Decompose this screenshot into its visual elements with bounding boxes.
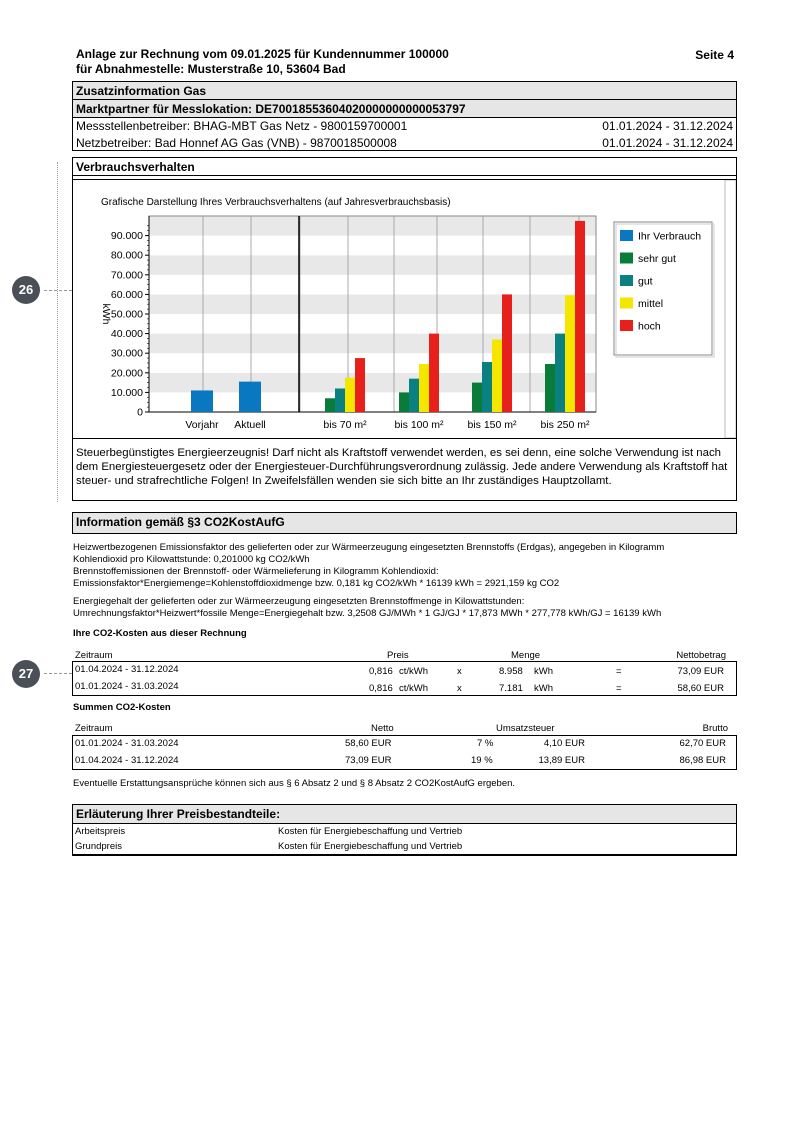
summen-header-zeitraum: Zeitraum bbox=[75, 723, 113, 734]
kosten-me: kWh bbox=[534, 683, 553, 694]
kosten-x: x bbox=[457, 666, 462, 677]
kosten-einheit: ct/kWh bbox=[399, 666, 429, 677]
table-row bbox=[73, 662, 736, 679]
y-tick-label: 10.000 bbox=[110, 386, 143, 399]
kosten-eq: = bbox=[616, 666, 622, 677]
annotation-badge-26: 26 bbox=[12, 276, 40, 304]
co2-title-box bbox=[72, 512, 737, 534]
kosten-header-menge: Menge bbox=[511, 650, 541, 661]
co2-title: Information gemäß §3 CO2KostAufG bbox=[76, 515, 285, 529]
legend-label: sehr gut bbox=[638, 253, 676, 265]
summen-ust: 4,10 EUR bbox=[543, 738, 585, 749]
zusatz-row-period: 01.01.2024 - 31.12.2024 bbox=[602, 136, 733, 150]
kosten-header-preis: Preis bbox=[387, 650, 409, 661]
x-tick-label: Vorjahr bbox=[185, 419, 219, 431]
preis-box bbox=[72, 804, 737, 856]
summen-ust: 13,89 EUR bbox=[538, 755, 585, 766]
grid-band bbox=[149, 334, 596, 354]
summen-zeitraum: 01.04.2024 - 31.12.2024 bbox=[75, 755, 179, 766]
table-row bbox=[73, 839, 736, 854]
summen-title: Summen CO2-Kosten bbox=[73, 702, 171, 713]
co2-p3a: Energiegehalt der gelieferten oder zur Wärmeerzeugung eingesetzten Brennstoffmenge in Kilowattstunden: bbox=[73, 596, 525, 607]
x-tick-label: Aktuell bbox=[234, 419, 266, 431]
page-number: Seite 4 bbox=[695, 48, 734, 62]
grid-band bbox=[149, 373, 596, 393]
marktpartner-line: Marktpartner für Messlokation: DE70018553604020000000000053797 bbox=[73, 100, 736, 118]
co2-kosten-title: Ihre CO2-Kosten aus dieser Rechnung bbox=[73, 628, 247, 639]
consumption-chart bbox=[73, 180, 736, 438]
y-tick-label: 20.000 bbox=[110, 367, 143, 380]
legend-swatch bbox=[620, 253, 633, 264]
x-tick-label: bis 100 m² bbox=[394, 419, 444, 431]
kosten-zeitraum: 01.04.2024 - 31.12.2024 bbox=[75, 664, 179, 675]
bar-sehr-gut bbox=[399, 392, 409, 412]
grid-band bbox=[149, 314, 596, 334]
table-row bbox=[73, 753, 736, 770]
summen-table-header bbox=[73, 723, 738, 735]
legend-label: mittel bbox=[638, 298, 664, 310]
x-tick-label: bis 150 m² bbox=[467, 419, 517, 431]
zusatz-row-label: Messstellenbetreiber: BHAG-MBT Gas Netz - 9800159700001 bbox=[76, 119, 408, 133]
verbrauch-box bbox=[72, 157, 737, 501]
preis-desc: Kosten für Energiebeschaffung und Vertrieb bbox=[278, 841, 463, 852]
preis-desc: Kosten für Energiebeschaffung und Vertrieb bbox=[278, 826, 463, 837]
kosten-me: kWh bbox=[534, 666, 553, 677]
x-tick-label: bis 250 m² bbox=[540, 419, 590, 431]
zusatz-row bbox=[73, 135, 736, 152]
y-tick-label: 90.000 bbox=[110, 230, 143, 243]
summen-header-brutto: Brutto bbox=[702, 723, 728, 734]
kosten-einheit: ct/kWh bbox=[399, 683, 429, 694]
chart-title: Grafische Darstellung Ihres Verbrauchsverhaltens (auf Jahresverbrauchsbasis) bbox=[101, 197, 451, 208]
co2-text bbox=[73, 542, 738, 620]
co2-footnote: Eventuelle Erstattungsansprüche können sich aus § 6 Absatz 2 und § 8 Absatz 2 CO2KostAufG ergeben. bbox=[73, 778, 516, 789]
y-tick-label: 0 bbox=[137, 406, 143, 419]
kosten-x: x bbox=[457, 683, 462, 694]
table-row bbox=[73, 679, 736, 696]
bar-gut bbox=[335, 388, 345, 412]
bar-ihr-verbrauch bbox=[239, 382, 261, 412]
badge-26-connector bbox=[44, 290, 72, 291]
bar-mittel bbox=[345, 378, 355, 412]
y-tick-label: 40.000 bbox=[110, 328, 143, 341]
kosten-header-netto: Nettobetrag bbox=[676, 650, 726, 661]
margin-guide bbox=[57, 162, 58, 502]
bar-sehr-gut bbox=[472, 383, 482, 412]
bar-sehr-gut bbox=[325, 398, 335, 412]
kosten-header-zeitraum: Zeitraum bbox=[75, 650, 113, 661]
legend-label: hoch bbox=[638, 320, 661, 333]
bar-hoch bbox=[429, 334, 439, 412]
summen-pct: 19 % bbox=[471, 755, 493, 766]
grid-band bbox=[149, 216, 596, 236]
summen-header-netto: Netto bbox=[371, 723, 394, 734]
legend-label: Ihr Verbrauch bbox=[638, 230, 702, 243]
header-line-2: für Abnahmestelle: Musterstraße 10, 53604 Bad bbox=[76, 62, 346, 76]
legend-swatch bbox=[620, 230, 633, 241]
preis-name: Grundpreis bbox=[75, 841, 122, 852]
y-tick-label: 60.000 bbox=[110, 288, 143, 301]
header-line-1: Anlage zur Rechnung vom 09.01.2025 für Kundennummer 100000 bbox=[76, 47, 449, 61]
y-tick-label: 70.000 bbox=[110, 269, 143, 282]
kosten-menge: 8.958 bbox=[499, 666, 523, 677]
bar-hoch bbox=[502, 294, 512, 412]
y-axis-label: kWh bbox=[100, 303, 112, 325]
bar-gut bbox=[482, 362, 492, 412]
document-header bbox=[76, 47, 449, 77]
y-tick-label: 80.000 bbox=[110, 249, 143, 262]
grid-band bbox=[149, 275, 596, 295]
grid-band bbox=[149, 392, 596, 412]
steuer-hinweis: Steuerbegünstigtes Energieerzeugnis! Darf nicht als Kraftstoff verwendet werden, es sei denn, eine solche Verwendung ist nach dem Energiesteuergesetz oder der Energiesteuer-Durchführungsverordnung zulässig. Jede andere Verwendung als Kraftstoff hat steuer- und strafrechtliche Folgen! In Zweifelsfällen wenden sie sich bitte an Ihr zuständiges Hauptzollamt. bbox=[76, 447, 728, 487]
y-tick-label: 50.000 bbox=[110, 308, 143, 321]
verbrauch-title: Verbrauchsverhalten bbox=[73, 158, 736, 176]
legend-swatch bbox=[620, 320, 633, 331]
summen-header-ust: Umsatzsteuer bbox=[496, 723, 555, 734]
zusatz-title: Zusatzinformation Gas bbox=[73, 82, 736, 100]
summen-netto: 58,60 EUR bbox=[345, 738, 392, 749]
legend-label: gut bbox=[638, 275, 653, 288]
zusatz-box bbox=[72, 81, 737, 151]
kosten-preis: 0,816 bbox=[369, 683, 393, 694]
co2-p2b: Emissionsfaktor*Energiemenge=Kohlenstoffdioxidmenge bzw. 0,181 kg CO2/kWh * 16139 kWh = 2921,159 kg CO2 bbox=[73, 578, 560, 589]
zusatz-row-label: Netzbetreiber: Bad Honnef AG Gas (VNB) - 9870018500008 bbox=[76, 136, 397, 150]
bar-mittel bbox=[492, 339, 502, 412]
grid-band bbox=[149, 294, 596, 314]
co2-p1b: Kohlendioxid pro Kilowattstunde: 0,201000 kg CO2/kWh bbox=[73, 554, 310, 565]
grid-band bbox=[149, 255, 596, 275]
summen-pct: 7 % bbox=[477, 738, 494, 749]
bar-gut bbox=[555, 334, 565, 412]
bar-ihr-verbrauch bbox=[191, 390, 213, 412]
kosten-netto: 58,60 EUR bbox=[677, 683, 724, 694]
grid-band bbox=[149, 236, 596, 256]
kosten-preis: 0,816 bbox=[369, 666, 393, 677]
kosten-menge: 7.181 bbox=[499, 683, 523, 694]
summen-brutto: 86,98 EUR bbox=[679, 755, 726, 766]
kosten-netto: 73,09 EUR bbox=[677, 666, 724, 677]
bar-gut bbox=[409, 379, 419, 412]
zusatz-row-period: 01.01.2024 - 31.12.2024 bbox=[602, 119, 733, 133]
x-tick-label: bis 70 m² bbox=[323, 419, 367, 431]
bar-hoch bbox=[355, 358, 365, 412]
table-row bbox=[73, 736, 736, 753]
table-row bbox=[73, 824, 736, 839]
badge-27-connector bbox=[44, 673, 72, 674]
kosten-eq: = bbox=[616, 683, 622, 694]
preis-name: Arbeitspreis bbox=[75, 826, 126, 837]
chart-area bbox=[73, 179, 736, 439]
summen-table bbox=[72, 735, 737, 770]
bar-sehr-gut bbox=[545, 364, 555, 412]
annotation-badge-27: 27 bbox=[12, 660, 40, 688]
bar-hoch bbox=[575, 221, 585, 412]
bar-mittel bbox=[419, 364, 429, 412]
bar-mittel bbox=[565, 295, 575, 412]
y-tick-label: 30.000 bbox=[110, 347, 143, 360]
legend-swatch bbox=[620, 275, 633, 286]
grid-band bbox=[149, 353, 596, 373]
kosten-table bbox=[72, 661, 737, 696]
co2-p1a: Heizwertbezogenen Emissionsfaktor des gelieferten oder zur Wärmeerzeugung eingesetzten Brennstoffs (Erdgas), angegeben in Kilogramm bbox=[73, 542, 665, 553]
summen-brutto: 62,70 EUR bbox=[679, 738, 726, 749]
kosten-zeitraum: 01.01.2024 - 31.03.2024 bbox=[75, 681, 179, 692]
summen-zeitraum: 01.01.2024 - 31.03.2024 bbox=[75, 738, 179, 749]
preis-title: Erläuterung Ihrer Preisbestandteile: bbox=[73, 805, 736, 824]
co2-p3b: Umrechnungsfaktor*Heizwert*fossile Menge=Energiegehalt bzw. 3,2508 GJ/MWh * 1 GJ/GJ * 17,873 MWh * 277,778 kWh/GJ = 16139 kWh bbox=[73, 608, 662, 619]
zusatz-row bbox=[73, 118, 736, 135]
legend-swatch bbox=[620, 298, 633, 309]
co2-p2a: Brennstoffemissionen der Brennstoff- oder Wärmelieferung in Kilogramm Kohlendioxid: bbox=[73, 566, 439, 577]
summen-netto: 73,09 EUR bbox=[345, 755, 392, 766]
